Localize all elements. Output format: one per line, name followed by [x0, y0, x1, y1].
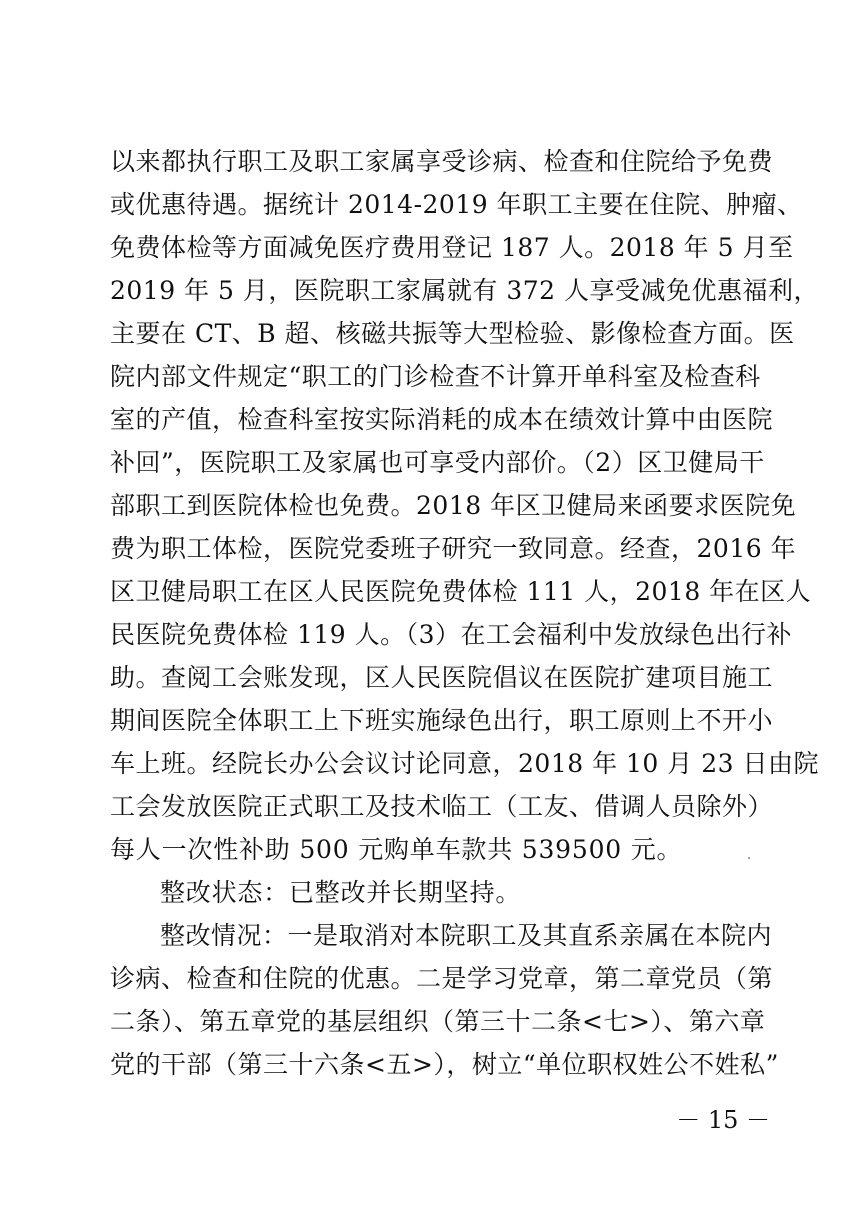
body-text-line: 室的产值，检查科室按实际消耗的成本在绩效计算中由医院: [110, 405, 774, 434]
body-text-line: 2019 年 5 月，医院职工家属就有 372 人享受减免优惠福利，: [110, 276, 819, 305]
body-text-line: 免费体检等方面减免医疗费用登记 187 人。2018 年 5 月至: [110, 233, 794, 262]
body-text-line: 党的干部（第三十六条<五>），树立“单位职权姓公不姓私”: [110, 1050, 779, 1079]
body-text-line: 费为职工体检，医院党委班子研究一致同意。经查，2016 年: [110, 534, 797, 563]
body-text-line: 助。查阅工会账发现，区人民医院倡议在医院扩建项目施工: [110, 663, 774, 692]
body-text-line: 车上班。经院长办公会议讨论同意，2018 年 10 月 23 日由院: [110, 749, 819, 778]
body-text-line: 或优惠待遇。据统计 2014-2019 年职工主要在住院、肿瘤、: [110, 190, 803, 219]
body-text-line: 以来都执行职工及职工家属享受诊病、检查和住院给予免费: [110, 147, 774, 176]
body-text-line: 部职工到医院体检也免费。2018 年区卫健局来函要求医院免: [110, 491, 797, 520]
body-text-line: 工会发放医院正式职工及技术临工（工友、借调人员除外）: [110, 792, 774, 821]
body-text-line: 区卫健局职工在区人民医院免费体检 111 人，2018 年在区人: [110, 577, 812, 606]
body-text-line: 诊病、检查和住院的优惠。二是学习党章，第二章党员（第: [110, 964, 774, 993]
page-number: － 15 －: [676, 1106, 770, 1134]
body-text-line: 每人一次性补助 500 元购单车款共 539500 元。: [110, 835, 683, 864]
body-text-line: 主要在 CT、B 超、核磁共振等大型检验、影像检查方面。医: [110, 319, 795, 348]
rectification-details-line: 整改情况：一是取消对本院职工及其直系亲属在本院内: [160, 921, 773, 950]
body-text-line: 院内部文件规定“职工的门诊检查不计算开单科室及检查科: [110, 362, 761, 391]
rectification-status-line: 整改状态：已整改并长期坚持。: [160, 878, 522, 907]
scan-speck: [748, 857, 750, 859]
body-text-line: 二条）、第五章党的基层组织（第三十二条<七>）、第六章: [110, 1007, 766, 1036]
body-text-line: 民医院免费体检 119 人。（3）在工会福利中发放绿色出行补: [110, 620, 793, 649]
body-text-line: 期间医院全体职工上下班实施绿色出行，职工原则上不开小: [110, 706, 774, 735]
body-text-line: 补回”，医院职工及家属也可享受内部价。（2）区卫健局干: [110, 448, 765, 477]
